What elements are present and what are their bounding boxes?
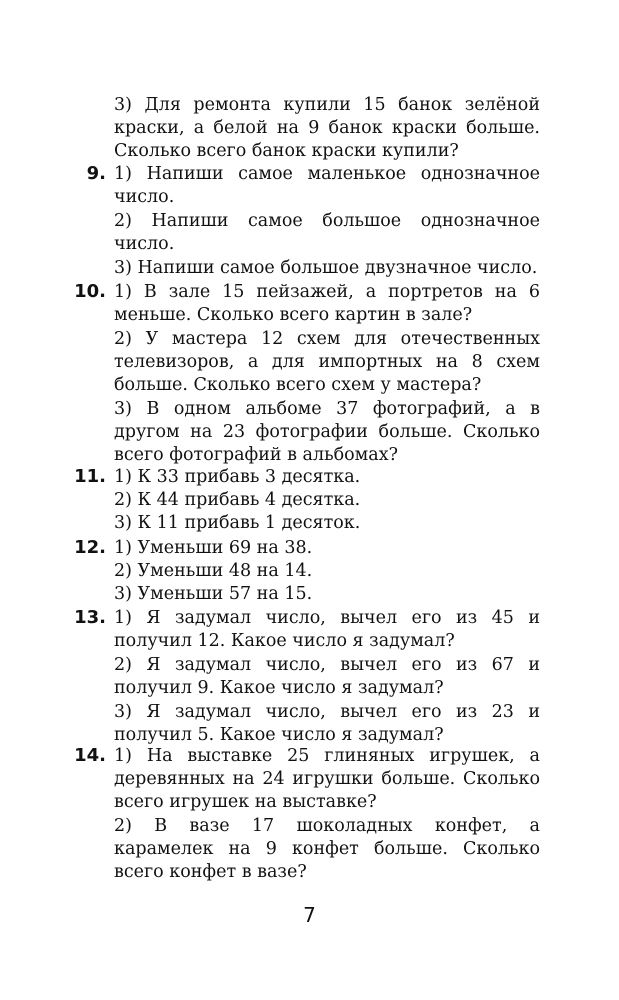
task-item: 2) У мастера 12 схем для отечественных телевизоров, а для импортных на 8 схем больше. Сколько всего схем у мастера? [114, 329, 540, 395]
task-item: 3) В одном альбоме 37 фотографий, а в другом на 23 фотографии больше. Сколько всего фотографий в альбомах? [114, 399, 540, 465]
task-number: 12. [74, 537, 106, 558]
page-number: 7 [303, 903, 316, 927]
task-item: 1) Я задумал число, вычел его из 45 и получил 12. Какое число я задумал? [114, 608, 540, 651]
task-item: 2) Я задумал число, вычел его из 67 и получил 9. Какое число я задумал? [114, 655, 540, 698]
task-number: 10. [74, 281, 106, 302]
task-item: 1) Уменьши 69 на 38. [114, 538, 313, 558]
task-item: 2) Напиши самое большое однозначное число. [114, 211, 540, 254]
task-item: 2) Уменьши 48 на 14. [114, 561, 313, 581]
task-item: 3) Уменьши 57 на 15. [114, 584, 313, 604]
task-item: 3) Напиши самое большое двузначное число. [114, 258, 538, 278]
task-number: 11. [74, 466, 106, 487]
task-number: 14. [74, 745, 106, 766]
task-item: 1) Напиши самое маленькое однозначное число. [114, 164, 540, 207]
task-number: 9. [86, 163, 106, 184]
task-number: 13. [74, 607, 106, 628]
task-item: 3) Для ремонта купили 15 банок зелёной краски, а белой на 9 банок краски больше. Сколько всего банок краски купили? [114, 95, 540, 161]
task-item: 2) К 44 прибавь 4 десятка. [114, 490, 361, 510]
task-item: 1) На выставке 25 глиняных игрушек, а деревянных на 24 игрушки больше. Сколько всего игрушек на выставке? [114, 746, 540, 812]
task-item: 2) В вазе 17 шоколадных конфет, а карамелек на 9 конфет больше. Сколько всего конфет в вазе? [114, 816, 540, 882]
task-item: 3) К 11 прибавь 1 десяток. [114, 513, 361, 533]
task-item: 1) К 33 прибавь 3 десятка. [114, 467, 361, 487]
task-item: 3) Я задумал число, вычел его из 23 и получил 5. Какое число я задумал? [114, 702, 540, 745]
task-item: 1) В зале 15 пейзажей, а портретов на 6 меньше. Сколько всего картин в зале? [114, 282, 540, 325]
